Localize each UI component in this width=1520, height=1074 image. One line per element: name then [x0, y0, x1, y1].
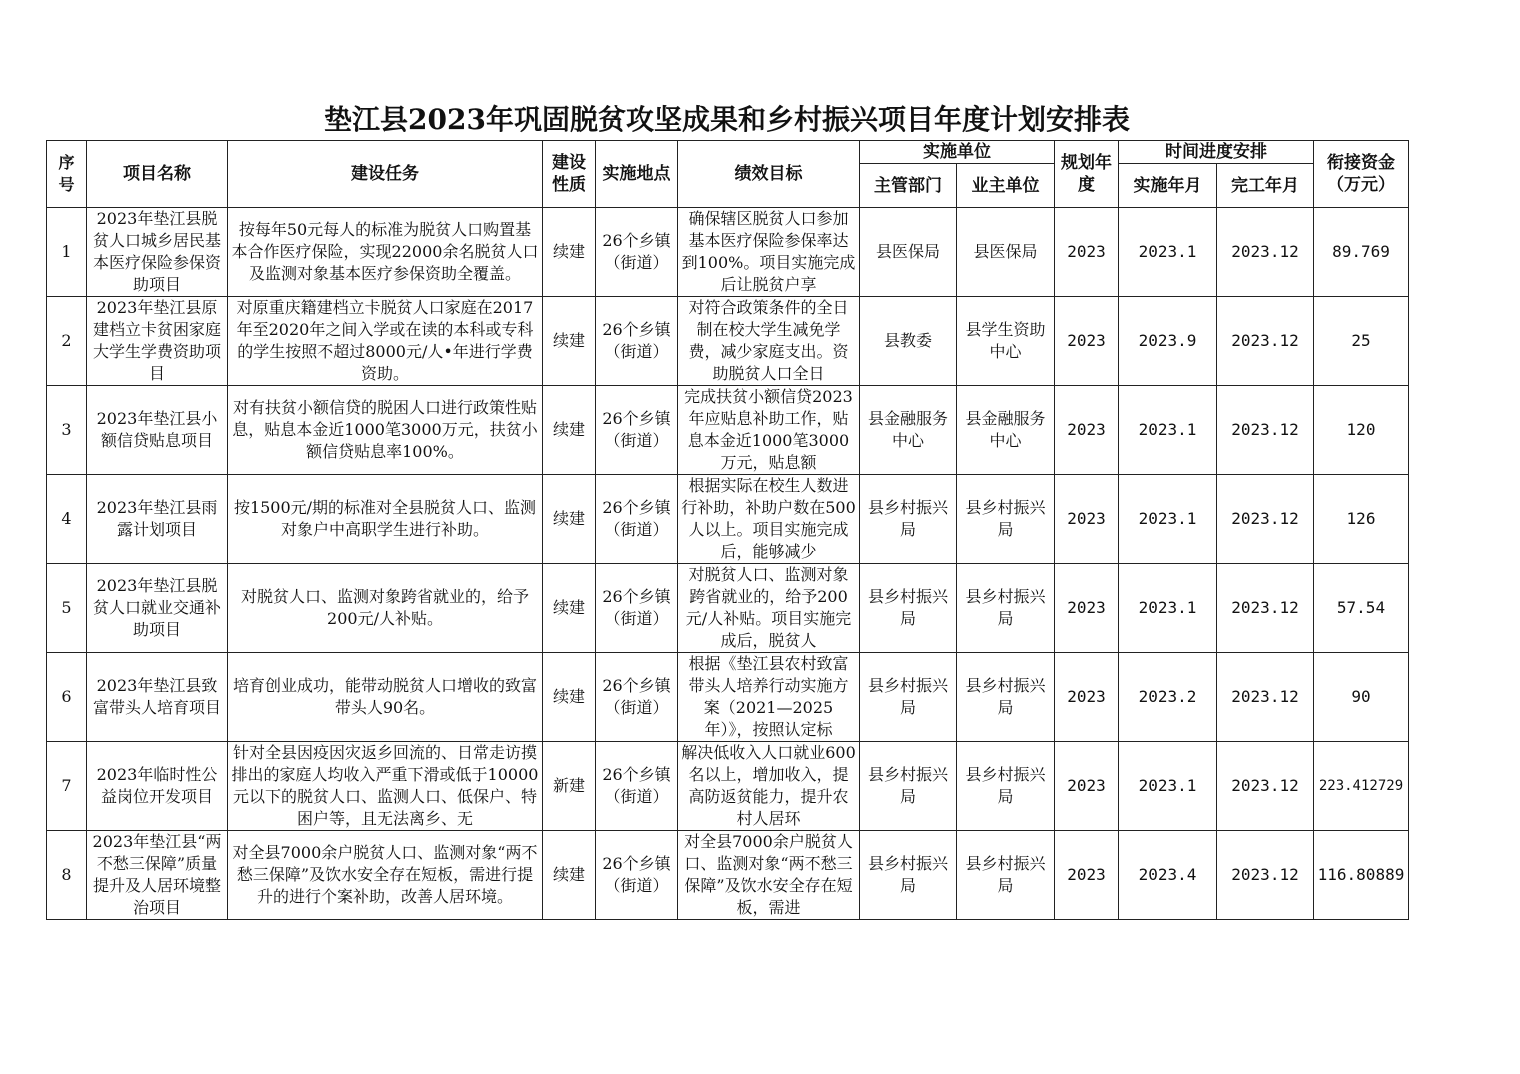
cell-seq: 8: [47, 831, 87, 920]
cell-task: [228, 831, 543, 920]
cell-owner: 县乡村振兴局: [957, 653, 1055, 742]
cell-task-text: 对有扶贫小额信贷的脱困人口进行政策性贴息，贴息本金近1000笔3000万元，扶贫小额信贷贴息率100%。: [232, 398, 538, 461]
cell-task: [228, 297, 543, 386]
cell-location: 26个乡镇（街道）: [596, 742, 678, 831]
header-task: 建设任务: [228, 141, 543, 208]
table-row: [47, 831, 1409, 920]
cell-task: [228, 564, 543, 653]
header-seq: 序号: [47, 141, 87, 208]
cell-dept: 县金融服务中心: [860, 386, 957, 475]
cell-finish: 2023.12: [1217, 386, 1314, 475]
cell-goal: [678, 653, 860, 742]
header-nature: 建设性质: [543, 141, 596, 208]
cell-name-text: 2023年垫江县“两不愁三保障”质量提升及人居环境整治项目: [92, 832, 222, 917]
cell-start: 2023.1: [1119, 475, 1217, 564]
cell-start: 2023.1: [1119, 742, 1217, 831]
cell-start: 2023.1: [1119, 386, 1217, 475]
header-goal: 绩效目标: [678, 141, 860, 208]
header-funds: 衔接资金（万元）: [1314, 141, 1409, 208]
cell-task-text: 针对全县因疫因灾返乡回流的、日常走访摸排出的家庭人均收入严重下滑或低于10000元以下的脱贫人口、监测人口、低保户、特困户等，且无法离乡、无: [231, 743, 539, 828]
cell-location: 26个乡镇（街道）: [596, 564, 678, 653]
cell-funds: 90: [1314, 653, 1409, 742]
cell-goal: [678, 831, 860, 920]
cell-location: 26个乡镇（街道）: [596, 208, 678, 297]
header-plan-year: 规划年度: [1055, 141, 1119, 208]
table-row: [47, 297, 1409, 386]
cell-owner: 县乡村振兴局: [957, 831, 1055, 920]
cell-name: [87, 475, 228, 564]
cell-owner: 县学生资助中心: [957, 297, 1055, 386]
cell-funds: 126: [1314, 475, 1409, 564]
cell-dept: 县医保局: [860, 208, 957, 297]
cell-name: [87, 831, 228, 920]
cell-location: 26个乡镇（街道）: [596, 831, 678, 920]
cell-goal-text: 解决低收入人口就业600名以上，增加收入，提高防返贫能力，提升农村人居环: [681, 743, 856, 828]
header-finish: 完工年月: [1217, 164, 1314, 208]
cell-funds: 116.80889: [1314, 831, 1409, 920]
cell-start: 2023.2: [1119, 653, 1217, 742]
cell-funds: 120: [1314, 386, 1409, 475]
cell-nature: 续建: [543, 653, 596, 742]
cell-goal: [678, 475, 860, 564]
header-start: 实施年月: [1119, 164, 1217, 208]
cell-year: 2023: [1055, 297, 1119, 386]
cell-goal-text: 完成扶贫小额信贷2023年应贴息补助工作，贴息本金近1000笔3000万元，贴息额: [684, 387, 853, 472]
table-row: [47, 475, 1409, 564]
table-row: [47, 653, 1409, 742]
cell-year: 2023: [1055, 208, 1119, 297]
cell-task-text: 对脱贫人口、监测对象跨省就业的，给予200元/人补贴。: [240, 587, 529, 628]
cell-year: 2023: [1055, 653, 1119, 742]
cell-name: [87, 653, 228, 742]
cell-task-text: 对原重庆籍建档立卡脱贫人口家庭在2017年至2020年之间入学或在读的本科或专科的学生按照不超过8000元/人•年进行学费资助。: [236, 298, 534, 383]
cell-seq: 3: [47, 386, 87, 475]
table-row: [47, 742, 1409, 831]
cell-seq: 4: [47, 475, 87, 564]
cell-seq: 2: [47, 297, 87, 386]
cell-name-text: 2023年垫江县原建档立卡贫困家庭大学生学费资助项目: [92, 298, 221, 383]
cell-nature: 续建: [543, 386, 596, 475]
cell-dept: 县乡村振兴局: [860, 653, 957, 742]
cell-start: 2023.9: [1119, 297, 1217, 386]
cell-task-text: 培育创业成功，能带动脱贫人口增收的致富带头人90名。: [232, 676, 537, 717]
cell-goal-text: 确保辖区脱贫人口参加基本医疗保险参保率达到100%。项目实施完成后让脱贫户享: [681, 209, 856, 294]
cell-task-text: 对全县7000余户脱贫人口、监测对象“两不愁三保障”及饮水安全存在短板，需进行提升的进行个案补助，改善人居环境。: [232, 843, 538, 906]
cell-finish: 2023.12: [1217, 297, 1314, 386]
cell-finish: 2023.12: [1217, 742, 1314, 831]
cell-dept: 县乡村振兴局: [860, 475, 957, 564]
cell-name-text: 2023年垫江县脱贫人口城乡居民基本医疗保险参保资助项目: [92, 209, 221, 294]
cell-finish: 2023.12: [1217, 475, 1314, 564]
header-unit: 实施单位: [860, 141, 1055, 164]
cell-nature: 续建: [543, 208, 596, 297]
cell-nature: 续建: [543, 831, 596, 920]
cell-location: 26个乡镇（街道）: [596, 297, 678, 386]
cell-year: 2023: [1055, 386, 1119, 475]
cell-funds: 89.769: [1314, 208, 1409, 297]
cell-funds: 25: [1314, 297, 1409, 386]
cell-task: [228, 386, 543, 475]
cell-task-text: 按1500元/期的标准对全县脱贫人口、监测对象户中高职学生进行补助。: [233, 498, 537, 539]
table-row: [47, 208, 1409, 297]
cell-task: [228, 653, 543, 742]
cell-name: [87, 297, 228, 386]
cell-seq: 7: [47, 742, 87, 831]
cell-goal: [678, 742, 860, 831]
cell-finish: 2023.12: [1217, 564, 1314, 653]
table-row: [47, 564, 1409, 653]
cell-year: 2023: [1055, 831, 1119, 920]
cell-name: [87, 564, 228, 653]
cell-name: [87, 208, 228, 297]
cell-location: 26个乡镇（街道）: [596, 475, 678, 564]
cell-year: 2023: [1055, 564, 1119, 653]
cell-name-text: 2023年垫江县致富带头人培育项目: [92, 676, 221, 717]
cell-task: [228, 208, 543, 297]
table-row: [47, 386, 1409, 475]
cell-finish: 2023.12: [1217, 208, 1314, 297]
cell-seq: 5: [47, 564, 87, 653]
cell-goal: [678, 386, 860, 475]
cell-goal-text: 根据《垫江县农村致富带头人培养行动实施方案（2021—2025年）》，按照认定标: [688, 654, 849, 739]
cell-name-text: 2023年垫江县脱贫人口就业交通补助项目: [92, 576, 221, 639]
cell-dept: 县教委: [860, 297, 957, 386]
cell-funds: 57.54: [1314, 564, 1409, 653]
cell-finish: 2023.12: [1217, 831, 1314, 920]
cell-name-text: 2023年垫江县雨露计划项目: [96, 498, 218, 539]
cell-goal-text: 对脱贫人口、监测对象跨省就业的，给予200元/人补贴。项目实施完成后，脱贫人: [685, 565, 852, 650]
cell-name: [87, 742, 228, 831]
cell-goal: [678, 564, 860, 653]
cell-task-text: 按每年50元每人的标准为脱贫人口购置基本合作医疗保险，实现22000余名脱贫人口及监测对象基本医疗参保资助全覆盖。: [231, 220, 539, 283]
cell-year: 2023: [1055, 475, 1119, 564]
cell-owner: 县乡村振兴局: [957, 564, 1055, 653]
cell-goal-text: 对全县7000余户脱贫人口、监测对象“两不愁三保障”及饮水安全存在短板，需进: [684, 832, 853, 917]
cell-name-text: 2023年垫江县小额信贷贴息项目: [96, 409, 218, 450]
cell-year: 2023: [1055, 742, 1119, 831]
cell-nature: 续建: [543, 475, 596, 564]
header-location: 实施地点: [596, 141, 678, 208]
cell-seq: 1: [47, 208, 87, 297]
cell-name: [87, 386, 228, 475]
cell-funds: 223.412729: [1314, 742, 1409, 831]
cell-nature: 新建: [543, 742, 596, 831]
cell-location: 26个乡镇（街道）: [596, 386, 678, 475]
page-title: 垫江县2023年巩固脱贫攻坚成果和乡村振兴项目年度计划安排表: [324, 103, 1130, 136]
cell-start: 2023.4: [1119, 831, 1217, 920]
cell-start: 2023.1: [1119, 208, 1217, 297]
plan-table: [46, 140, 1409, 920]
cell-dept: 县乡村振兴局: [860, 742, 957, 831]
cell-owner: 县金融服务中心: [957, 386, 1055, 475]
cell-goal-text: 对符合政策条件的全日制在校大学生减免学费，减少家庭支出。资助脱贫人口全日: [688, 298, 849, 383]
header-unit-owner: 业主单位: [957, 164, 1055, 208]
header-name: 项目名称: [87, 141, 228, 208]
cell-location: 26个乡镇（街道）: [596, 653, 678, 742]
header-row-1: [47, 141, 1409, 164]
cell-dept: 县乡村振兴局: [860, 564, 957, 653]
cell-finish: 2023.12: [1217, 653, 1314, 742]
header-unit-dept: 主管部门: [860, 164, 957, 208]
cell-dept: 县乡村振兴局: [860, 831, 957, 920]
cell-goal: [678, 297, 860, 386]
cell-seq: 6: [47, 653, 87, 742]
cell-owner: 县乡村振兴局: [957, 742, 1055, 831]
cell-owner: 县医保局: [957, 208, 1055, 297]
cell-goal-text: 根据实际在校生人数进行补助，补助户数在500人以上。项目实施完成后，能够减少: [681, 476, 856, 561]
cell-nature: 续建: [543, 297, 596, 386]
cell-task: [228, 742, 543, 831]
cell-name-text: 2023年临时性公益岗位开发项目: [96, 765, 218, 806]
cell-nature: 续建: [543, 564, 596, 653]
cell-start: 2023.1: [1119, 564, 1217, 653]
header-schedule: 时间进度安排: [1119, 141, 1314, 164]
cell-task: [228, 475, 543, 564]
cell-goal: [678, 208, 860, 297]
cell-owner: 县乡村振兴局: [957, 475, 1055, 564]
